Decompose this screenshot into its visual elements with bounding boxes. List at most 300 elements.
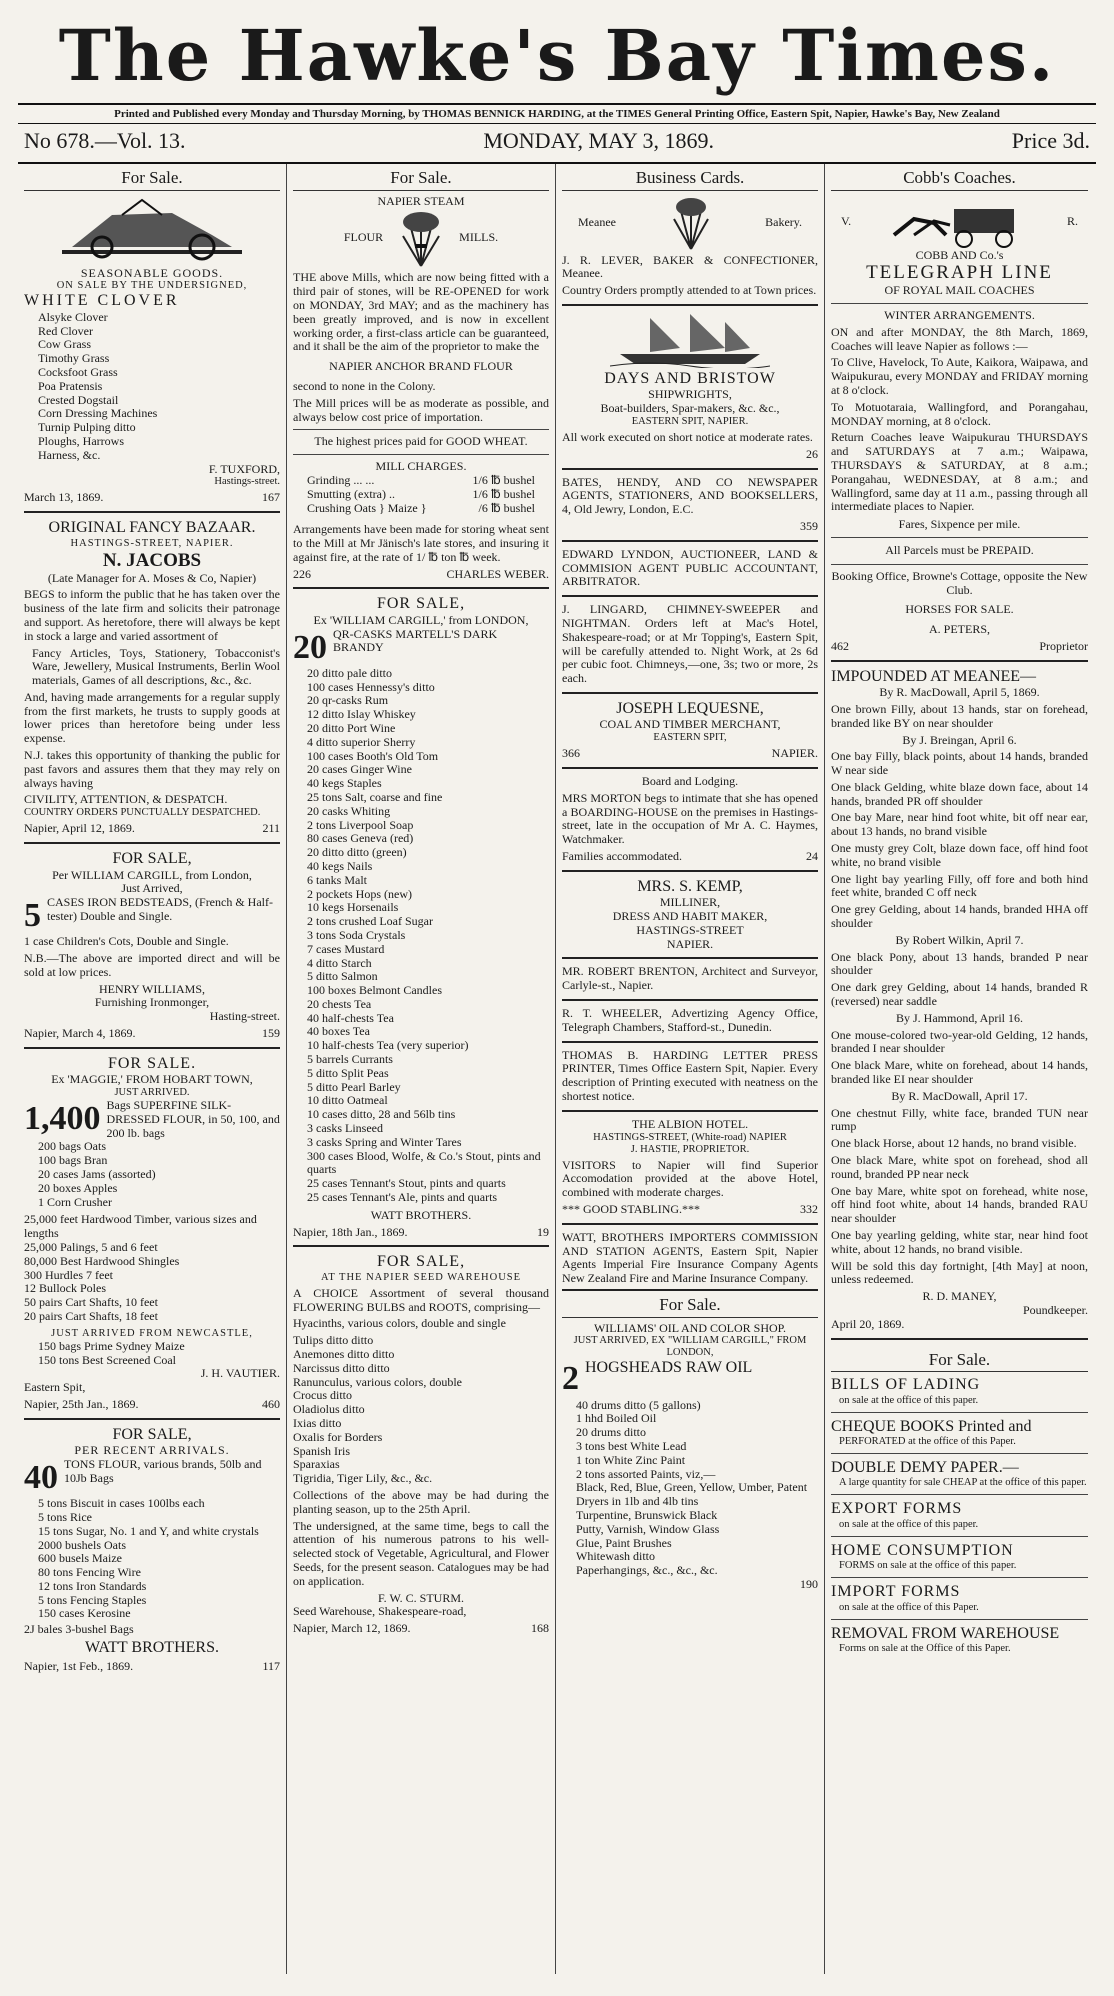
list-item: 300 cases Blood, Wolfe, & Co.'s Stout, pints and quarts <box>307 1148 541 1177</box>
office-item-sub: Forms on sale at the Office of this Paper. <box>839 1643 1011 1655</box>
ad-number: 159 <box>262 1025 280 1040</box>
bristow-addr: EASTERN SPIT, NAPIER. <box>631 415 749 427</box>
list-item: 150 bags Prime Sydney Maize <box>38 1338 185 1353</box>
list-item: Paperhangings, &c., &c., &c. <box>576 1563 718 1578</box>
list-item: 150 cases Kerosine <box>38 1606 131 1621</box>
ad-date: Napier, March 12, 1869. <box>293 1621 411 1636</box>
ad-number: 359 <box>800 518 818 533</box>
bazaar-foot <box>24 822 280 836</box>
list-item: Alsyke Clover <box>38 309 108 324</box>
divider <box>562 870 818 872</box>
impound-date: April 20, 1869. <box>831 1316 905 1331</box>
list-item: 10 ditto Oatmeal <box>307 1093 388 1108</box>
list-item: 10 cases ditto, 28 and 56lb tins <box>307 1107 456 1122</box>
office-item-title: DOUBLE DEMY PAPER.— <box>831 1459 1019 1477</box>
list-item: 2000 bushels Oats <box>38 1537 126 1552</box>
list-item: Oxalis for Borders <box>293 1429 383 1444</box>
coach-right: R. <box>1066 213 1078 228</box>
list-item: Cow Grass <box>38 337 91 352</box>
coach-p3: To Motuotaraia, Wallingford, and Porangahau, MONDAY morning, at 8 o'clock. <box>831 399 1088 428</box>
impound-item: One bay Filly, black points, about 14 hands, branded W near side <box>831 749 1088 778</box>
maggie-list-2 <box>24 1213 280 1323</box>
maggie-place: Eastern Spit, <box>24 1380 86 1395</box>
lot-desc: HOGSHEADS RAW OIL <box>585 1359 753 1377</box>
list-item: Black, Red, Blue, Green, Yellow, Umber, Patent Dryers in 1lb and 4lb tins <box>576 1480 808 1509</box>
list-item: 80,000 Best Hardwood Shingles <box>24 1253 180 1268</box>
morton-head: Board and Lodging. <box>641 773 739 788</box>
table-row <box>293 502 549 516</box>
list-item: 5 ditto Pearl Barley <box>307 1079 401 1094</box>
ad-number: 168 <box>531 1621 549 1636</box>
mills-p5: Arrangements have been made for storing wheat sent to the Mill at Mr Jänisch's late stores, and insuring it against fire, at the rate of 1/ ℔ ton ℔ week. <box>293 522 549 564</box>
issue-price: Price 3d. <box>1011 128 1090 153</box>
ad-date: Napier, March 4, 1869. <box>24 1025 136 1040</box>
ad-date: March 13, 1869. <box>24 490 104 505</box>
lot-desc: Bags SUPERFINE SILK-DRESSED FLOUR, in 50, 100, and 200 lb. bags <box>106 1098 280 1140</box>
meanee-banner <box>562 195 818 251</box>
lingard-text: J. LINGARD, CHIMNEY-SWEEPER and NIGHTMAN. Orders left at Mac's Hotel, Shakespeare-road; or at Mr Topping's, Eastern Spit, will be carefully attended to. Night Work, at 2s 6d per cubic foot. Chimneys,—one, 3s; two or more, 2s each. <box>562 602 818 686</box>
divider <box>24 842 280 844</box>
list-item: 4 ditto Starch <box>307 955 372 970</box>
list-item: 1 ton White Zinc Paint <box>576 1452 686 1467</box>
coach-illustration <box>884 195 1034 249</box>
coach-tel: TELEGRAPH LINE <box>866 262 1053 284</box>
office-item-title: IMPORT FORMS <box>831 1583 961 1601</box>
dateline <box>18 124 1096 164</box>
maggie-title: FOR SALE. <box>107 1054 197 1072</box>
bazaar-p1: BEGS to inform the public that he has taken over the business of the late firm and solicits their patronage and support. As heretofore, there will always be kept in stock a large and varied assortment of <box>24 587 280 643</box>
oilshop-lot <box>562 1359 818 1398</box>
divider <box>293 1245 549 1247</box>
mills-charges: MILL CHARGES. <box>375 459 467 474</box>
lequesne-sub: COAL AND TIMBER MERCHANT, <box>599 717 781 732</box>
office-item-title: HOME CONSUMPTION <box>831 1541 1014 1559</box>
list-item: 600 busels Maize <box>38 1551 122 1566</box>
bazaar-name: N. JACOBS <box>102 549 202 571</box>
kemp-title: MRS. S. KEMP, <box>637 877 743 895</box>
seed-p4: The undersigned, at the same time, begs to call the attention of his numerous patrons to his well-selected stock of Vegetable, Agricultural, and Flower Seeds, for the present season. Catalogues may be had on application. <box>293 1518 549 1588</box>
list-item: 100 bags Bran <box>38 1153 108 1168</box>
office-item-sub: on sale at the office of this Paper. <box>839 1601 979 1613</box>
ad-place: NAPIER. <box>771 746 818 761</box>
coach-p4: Return Coaches leave Waipukurau THURSDAYS and SATURDAYS at 7 a.m.; Waipawa, THURSDAYS & SATURDAY, at 8 a.m.; Porangahau, WEDNESDAY, at 8 a.m.; and Wallingford, same day at 11 a.m., passing through all intermediate places to Napier. <box>831 430 1088 514</box>
divider <box>562 1110 818 1112</box>
recent-list-2 <box>24 1539 280 1567</box>
charge-price: 1/6 ℔ bushel <box>472 472 535 487</box>
masthead-title: The Hawke's Bay Times. <box>58 14 1056 97</box>
list-item: Oladiolus ditto <box>293 1402 365 1417</box>
list-item: 20 boxes Apples <box>38 1180 118 1195</box>
ad-sign: CHARLES WEBER. <box>446 566 549 581</box>
ad-number: 226 <box>293 566 311 581</box>
lever-note: Country Orders promptly attended to at Town prices. <box>562 283 817 298</box>
list-item: 40 kegs Staples <box>307 776 382 791</box>
cargill-title: FOR SALE, <box>376 595 466 613</box>
ad-number: 117 <box>262 1659 280 1674</box>
column-2 <box>287 164 556 1974</box>
list-item: 40 drums ditto (5 gallons) <box>576 1397 701 1412</box>
meanee-right: Bakery. <box>765 214 802 229</box>
recent-list <box>24 1497 280 1538</box>
list-item: 20 qr-casks Rum <box>307 693 389 708</box>
kemp-l3: HASTINGS-STREET <box>636 922 744 937</box>
oilshop-title: WILLIAMS' OIL AND COLOR SHOP. <box>593 1320 787 1335</box>
impound-by: By R. MacDowall, April 17. <box>891 1088 1028 1103</box>
lot-number: 5 <box>24 897 41 935</box>
column-3-head: Business Cards. <box>562 164 818 191</box>
lot-number: 20 <box>293 628 327 666</box>
list-item: 3 casks Linseed <box>307 1121 383 1136</box>
ad-date: Napier, 25th Jan., 1869. <box>24 1397 139 1412</box>
wheat-sheaf-icon <box>666 195 716 251</box>
divider <box>831 1619 1088 1620</box>
impound-by: By J. Hammond, April 16. <box>895 1010 1023 1025</box>
impound-item: One light bay yearling Filly, off fore and both hind feet white, branded C off neck <box>831 871 1088 900</box>
divider <box>562 999 818 1001</box>
mills-p1: THE above Mills, which are now being fitted with a third pair of stones, will be RE-OPENED for work on MONDAY, 3rd MAY; and as the machinery has been greatly improved, and is now in excellent working order, a first-class article can be guaranteed, and it shall be the aim of the proprietor to make the <box>293 270 549 354</box>
divider <box>293 587 549 589</box>
list-item: 2 tons Liverpool Soap <box>307 817 414 832</box>
seasonal-list <box>24 311 280 463</box>
lyndon-text: EDWARD LYNDON, AUCTIONEER, LAND & COMMISION AGENT PUBLIC ACCOUNTANT, ARBITRATOR. <box>562 546 818 589</box>
coach-left: V. <box>841 213 852 228</box>
divider <box>562 692 818 694</box>
list-item: 20 ditto ditto (green) <box>307 845 407 860</box>
divider <box>562 767 818 769</box>
divider <box>831 1338 1088 1340</box>
divider <box>562 1223 818 1225</box>
recent-list-3 <box>24 1566 280 1621</box>
divider <box>562 1041 818 1043</box>
office-item-title: REMOVAL FROM WAREHOUSE <box>831 1624 1060 1642</box>
list-item: 100 cases Booth's Old Tom <box>307 748 439 763</box>
office-item-title: EXPORT FORMS <box>831 1500 963 1518</box>
ad-date: Napier, April 12, 1869. <box>24 821 135 836</box>
coach-foot <box>831 640 1088 654</box>
list-item: 5 barrels Currants <box>307 1052 393 1067</box>
coach-winter: WINTER ARRANGEMENTS. <box>884 307 1035 322</box>
list-item: Tulips ditto ditto <box>293 1333 374 1348</box>
coach-p1: ON and after MONDAY, the 8th March, 1869, Coaches will leave Napier as follows :— <box>831 324 1088 353</box>
list-item: 20 pairs Cart Shafts, 18 feet <box>24 1308 158 1323</box>
ad-number: 24 <box>806 848 818 863</box>
list-item: Red Clover <box>38 323 93 338</box>
lot-desc: QR-CASKS MARTELL'S DARK BRANDY <box>333 626 498 655</box>
list-item: 10 half-chests Tea (very superior) <box>307 1038 469 1053</box>
ad-date: Napier, 1st Feb., 1869. <box>24 1659 134 1674</box>
impound-item: One musty grey Colt, blaze down face, off hind foot white, no brand visible <box>831 841 1088 869</box>
list-item: 5 tons Fencing Staples <box>38 1592 147 1607</box>
list-item: 50 pairs Cart Shafts, 10 feet <box>24 1295 158 1310</box>
coach-title: COBB AND Co.'s <box>915 247 1004 262</box>
ad-number: 366 <box>562 746 580 761</box>
list-item: 2 tons assorted Paints, viz,— <box>576 1466 716 1481</box>
list-item: 100 boxes Belmont Candles <box>307 983 442 998</box>
table-row <box>293 474 549 488</box>
mills-left: FLOUR <box>343 230 384 245</box>
list-item: Cocksfoot Grass <box>38 364 118 379</box>
impound-item: One chestnut Filly, white face, branded TUN near rump <box>831 1105 1088 1134</box>
seed-line1: AT THE NAPIER SEED WAREHOUSE <box>320 1271 522 1283</box>
divider <box>24 511 280 513</box>
lequesne-addr: EASTERN SPIT, <box>653 732 727 744</box>
divider <box>831 537 1088 538</box>
office-item <box>831 1625 1088 1655</box>
lever-text: J. R. LEVER, BAKER & CONFECTIONER, Meanee. <box>562 252 818 281</box>
list-item: Ixias ditto <box>293 1416 342 1431</box>
list-item: 80 cases Geneva (red) <box>307 831 414 846</box>
list-item: 10 kegs Horsenails <box>307 900 399 915</box>
impound-by: By R. MacDowall, April 5, 1869. <box>879 685 1040 700</box>
bristow-title: DAYS AND BRISTOW <box>604 369 776 387</box>
bazaar-addr: HASTINGS-STREET, NAPIER. <box>70 537 234 549</box>
maggie-list <box>24 1140 280 1209</box>
cargill-line1: Ex 'WILLIAM CARGILL,' from LONDON, <box>313 612 529 627</box>
list-item: Timothy Grass <box>38 351 110 366</box>
bazaar-p3: And, having made arrangements for a regular supply from the first markets, he trusts to supply goods at lower prices than heretofore being under less expense. <box>24 689 280 746</box>
list-item: 5 tons Rice <box>38 1509 92 1524</box>
list-item: 2 pockets Hops (new) <box>307 886 412 901</box>
list-item: 20 chests Tea <box>307 996 372 1011</box>
lequesne-foot <box>562 747 818 761</box>
columns <box>18 164 1096 1974</box>
list-item: Tigridia, Tiger Lily, &c., &c. <box>293 1471 433 1486</box>
column-1-head: For Sale. <box>24 164 280 191</box>
seasonal-foot <box>24 491 280 505</box>
bristow-line: Boat-builders, Spar-makers, &c. &c., <box>600 401 780 416</box>
list-item: 20 cases Ginger Wine <box>307 762 412 777</box>
list-item: 5 ditto Salmon <box>307 969 378 984</box>
list-item: Glue, Paint Brushes <box>576 1535 672 1550</box>
recent-foot <box>24 1660 280 1674</box>
lot-desc: TONS FLOUR, various brands, 50lb and 10Jb Bags <box>64 1457 262 1485</box>
ship-illustration <box>610 312 770 368</box>
seed-p3: Collections of the above may be had during the planting season, up to the 25th April. <box>293 1488 549 1516</box>
morton-text: MRS MORTON begs to intimate that she has opened a BOARDING-HOUSE on the premises in Hastings-street, late in the occupation of Mr A. C. Haymes, Watchmaker. <box>562 790 818 847</box>
list-item: Spanish Iris <box>293 1443 350 1458</box>
divider <box>24 1418 280 1420</box>
albion-foot <box>562 1203 818 1217</box>
recent-title: FOR SALE, <box>112 1425 192 1443</box>
seed-p1: A CHOICE Assortment of several thousand FLOWERING BULBS and ROOTS, comprising— <box>293 1285 549 1314</box>
wheat-sheaf-icon <box>391 208 451 268</box>
seasonal-signsub: Hastings-street. <box>214 476 280 488</box>
lot-number: 40 <box>24 1459 58 1497</box>
list-item: Whitewash ditto <box>576 1549 655 1564</box>
divider <box>24 1047 280 1049</box>
mills-title: NAPIER STEAM <box>377 193 465 208</box>
mills-p4: The highest prices paid for GOOD WHEAT. <box>314 434 528 449</box>
lot-desc: CASES IRON BEDSTEADS, (French & Half-tester) Double and Single. <box>47 895 273 923</box>
seasonal-lead: WHITE CLOVER <box>24 292 180 310</box>
office-item <box>831 1459 1088 1489</box>
imprint-line: Printed and Published every Monday and Thursday Morning, by THOMAS BENNICK HARDING, at the TIMES General Printing Office, Eastern Spit, Napier, Hawke's Bay, New Zealand <box>18 103 1096 124</box>
list-item: 40 half-chests Tea <box>307 1010 394 1025</box>
plough-illustration <box>52 195 252 265</box>
morton-foot <box>562 850 818 864</box>
seed-p2: Hyacinths, various colors, double and single <box>293 1316 506 1331</box>
ad-number: 460 <box>262 1397 280 1412</box>
office-item-sub: on sale at the office of this paper. <box>839 1394 979 1406</box>
coach-horses: HORSES FOR SALE. <box>905 602 1014 617</box>
kemp-l2: DRESS AND HABIT MAKER, <box>612 908 768 923</box>
impound-by: By J. Breingan, April 6. <box>902 732 1017 747</box>
seed-foot <box>293 1622 549 1636</box>
oilshop-head: For Sale. <box>562 1289 818 1318</box>
seed-addr: Seed Warehouse, Shakespeare-road, <box>293 1604 467 1619</box>
impound-item: One bay Mare, near hind foot white, bit off near ear, about 13 hands, no brand visible <box>831 810 1088 839</box>
divider <box>831 1494 1088 1495</box>
coach-banner <box>831 195 1088 249</box>
albion-prop: J. HASTIE, PROPRIETOR. <box>630 1143 750 1155</box>
impound-item: One brown Filly, about 13 hands, star on forehead, branded like BY on near shoulder <box>831 701 1088 730</box>
recent-lot <box>24 1458 280 1497</box>
recent-last: 2J bales 3-bushel Bags <box>24 1622 134 1637</box>
office-item-title: CHEQUE BOOKS Printed and <box>831 1417 1032 1435</box>
recent-line1: PER RECENT ARRIVALS. <box>74 1443 230 1458</box>
list-item: 25 cases Tennant's Ale, pints and quarts <box>307 1190 498 1205</box>
list-item: 25 tons Salt, coarse and fine <box>307 789 443 804</box>
list-item: 2 tons crushed Loaf Sugar <box>307 914 433 929</box>
impounded-title: IMPOUNDED AT MEANEE— <box>831 667 1037 685</box>
divider <box>562 468 818 470</box>
bazaar-p5: CIVILITY, ATTENTION, & DESPATCH. <box>24 792 228 807</box>
divider <box>831 1412 1088 1413</box>
list-item: 20 ditto pale ditto <box>307 665 392 680</box>
mills-p3: The Mill prices will be as moderate as possible, and always below cost price of importation. <box>293 395 549 424</box>
impound-item: One dark grey Gelding, about 14 hands, branded R (reversed) near saddle <box>831 980 1088 1009</box>
office-head: For Sale. <box>831 1346 1088 1373</box>
mills-p2: second to none in the Colony. <box>293 378 436 393</box>
impound-item: One black Mare, white on forehead, about 14 hands, branded like EI near shoulder <box>831 1058 1088 1087</box>
bedsteads-extra: 1 case Children's Cots, Double and Single. <box>24 934 229 949</box>
maggie-line2: JUST ARRIVED. <box>114 1086 190 1098</box>
impound-signsub: Poundkeeper. <box>1023 1302 1088 1317</box>
bristow-note: All work executed on short notice at moderate rates. <box>562 429 813 444</box>
coach-sub: OF ROYAL MAIL COACHES <box>884 283 1035 298</box>
charge-label: Smutting (extra) .. <box>307 486 395 501</box>
divider <box>293 454 549 455</box>
ad-number: 26 <box>806 446 818 461</box>
list-item: 40 kegs Nails <box>307 858 373 873</box>
issue-number: No 678.—Vol. 13. <box>24 128 186 153</box>
coach-fares: Fares, Sixpence per mile. <box>898 517 1021 532</box>
impound-item: One black Horse, about 12 hands, no brand visible. <box>831 1136 1077 1151</box>
list-item: Narcissus ditto ditto <box>293 1360 390 1375</box>
list-item: 25,000 Palings, 5 and 6 feet <box>24 1240 158 1254</box>
table-row <box>293 488 549 502</box>
office-item <box>831 1418 1088 1448</box>
seed-title: FOR SALE, <box>376 1253 466 1271</box>
list-item: 3 casks Spring and Winter Tares <box>307 1134 462 1149</box>
cargill-list <box>293 667 549 1205</box>
newspaper-page <box>18 8 1096 1988</box>
bristow-sub: SHIPWRIGHTS, <box>648 387 732 402</box>
office-item-sub: PERFORATED at the office of this Paper. <box>839 1435 1016 1447</box>
divider <box>562 304 818 306</box>
ad-number: 332 <box>800 1202 818 1217</box>
list-item: 4 ditto superior Sherry <box>307 734 416 749</box>
seasonal-intro: ON SALE BY THE UNDERSIGNED, <box>56 280 248 292</box>
office-item-sub: on sale at the office of this paper. <box>839 1518 979 1530</box>
recent-sign: WATT BROTHERS. <box>85 1639 219 1657</box>
impound-item: One black Mare, white spot on forehead, shod all round, branded PP near neck <box>831 1153 1088 1181</box>
bedsteads-line1: Per WILLIAM CARGILL, from London, <box>52 867 252 882</box>
list-item: 12 ditto Islay Whiskey <box>307 707 416 722</box>
divider <box>562 957 818 959</box>
list-item: Sparaxias <box>293 1457 340 1472</box>
list-item: 25 cases Tennant's Stout, pints and quarts <box>307 1176 506 1191</box>
list-item: 25,000 feet Hardwood Timber, various sizes and lengths <box>24 1212 257 1241</box>
kemp-l4: NAPIER. <box>666 936 714 951</box>
meanee-left: Meanee <box>578 214 616 229</box>
divider <box>831 1453 1088 1454</box>
office-item <box>831 1500 1088 1530</box>
office-item-sub: A large quantity for sale CHEAP at the office of this paper. <box>839 1477 1087 1489</box>
wheeler-text: R. T. WHEELER, Advertizing Agency Office, Telegraph Chambers, Stafford-st., Dunedin. <box>562 1005 818 1034</box>
column-3 <box>556 164 825 1974</box>
list-item: Anemones ditto ditto <box>293 1347 395 1362</box>
ad-note: Families accommodated. <box>562 848 682 863</box>
mills-foot <box>293 568 549 582</box>
list-item: 20 ditto Port Wine <box>307 720 396 735</box>
impound-by: By Robert Wilkin, April 7. <box>895 932 1024 947</box>
column-1 <box>18 164 287 1974</box>
office-item-title: BILLS OF LADING <box>831 1376 981 1394</box>
divider <box>562 595 818 597</box>
seasonal-title: SEASONABLE GOODS. <box>80 265 224 280</box>
seed-sign: F. W. C. STURM. <box>377 1590 465 1605</box>
list-item: Ranunculus, various colors, double <box>293 1374 462 1389</box>
impound-item: One black Gelding, white blaze down face, about 14 hands, branded PR off shoulder <box>831 779 1088 808</box>
charge-price: 1/6 ℔ bushel <box>472 486 535 501</box>
list-item: Crocus ditto <box>293 1388 352 1403</box>
bedsteads-line2: Just Arrived, <box>121 881 183 896</box>
mills-right: MILLS. <box>459 230 499 245</box>
list-item: 20 drums ditto <box>576 1425 647 1440</box>
bazaar-sub: (Late Manager for A. Moses & Co, Napier) <box>47 570 257 585</box>
maggie-list-3 <box>24 1340 280 1368</box>
office-item <box>831 1542 1088 1572</box>
bedsteads-lot <box>24 896 280 935</box>
seed-list <box>293 1334 549 1486</box>
column-4-head: Cobb's Coaches. <box>831 164 1088 191</box>
list-item: 15 tons Sugar, No. 1 and Y, and white crystals <box>38 1523 259 1538</box>
coach-prepaid: All Parcels must be PREPAID. <box>885 542 1034 557</box>
albion-addr: HASTINGS-STREET, (White-road) NAPIER <box>593 1131 787 1143</box>
brenton-text: MR. ROBERT BRENTON, Architect and Surveyor, Carlyle-st., Napier. <box>562 964 818 993</box>
issue-date: MONDAY, MAY 3, 1869. <box>483 128 714 153</box>
list-item: Harness, &c. <box>38 447 101 462</box>
impound-sign: R. D. MANEY, <box>922 1289 997 1304</box>
coach-booking: Booking Office, Browne's Cottage, opposite the New Club. <box>831 568 1088 597</box>
list-item: Poa Pratensis <box>38 378 103 393</box>
ad-number: 167 <box>262 490 280 505</box>
list-item: 5 ditto Split Peas <box>307 1065 389 1080</box>
impound-note: Will be sold this day fortnight, [4th May] at noon, unless redeemed. <box>831 1258 1088 1287</box>
albion-title: THE ALBION HOTEL. <box>631 1116 749 1131</box>
mills-banner <box>293 208 549 268</box>
divider <box>562 540 818 542</box>
harding-text: THOMAS B. HARDING LETTER PRESS PRINTER, Times Office Eastern Spit, Napier. Every description of Printing executed with neatness on the shortest notice. <box>562 1047 818 1103</box>
list-item: 1 hhd Boiled Oil <box>576 1411 657 1426</box>
list-item: 7 cases Mustard <box>307 941 385 956</box>
maggie-sign: J. H. VAUTIER. <box>200 1366 280 1381</box>
coach-p2: To Clive, Havelock, To Aute, Kaikora, Waipawa, and Waipukurau, every MONDAY and FRIDAY morning at 8 o'clock. <box>831 355 1088 397</box>
ad-note: *** GOOD STABLING.*** <box>562 1202 701 1217</box>
lot-number: 2 <box>562 1360 579 1398</box>
charge-price: /6 ℔ bushel <box>478 500 535 515</box>
